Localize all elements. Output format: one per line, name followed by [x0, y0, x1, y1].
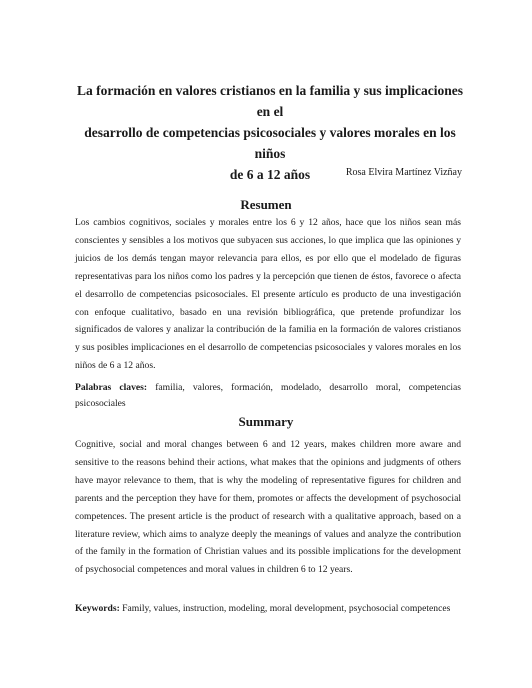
- keywords-label: Keywords:: [75, 603, 120, 614]
- summary-line: of psychosocial competences and moral values in children 6 to 12 years.: [75, 564, 353, 576]
- summary-line: literature review, which aims to analyze deeply the meanings of values and analyze the contribution: [75, 528, 461, 540]
- summary-line: Cognitive, social and moral changes between 6 and 12 years, makes children more aware and: [75, 439, 461, 450]
- summary-line: parents and the perception they have for them, promotes or affects the development of psychosocial: [75, 492, 461, 504]
- summary-heading: Summary: [238, 414, 294, 429]
- resumen-line: significados de valores y analizar la contribución de la familia en la formación de valores cristianos: [75, 324, 461, 336]
- resumen-heading: Resumen: [240, 197, 292, 212]
- resumen-line: niños de 6 a 12 años.: [75, 360, 156, 372]
- author-name: Rosa Elvira Martínez Vizñay: [345, 167, 462, 178]
- keywords-text: Family, values, instruction, modeling, moral development, psychosocial competences: [119, 603, 451, 614]
- resumen-paragraph: [75, 214, 461, 375]
- palabras-claves-line-2: psicosociales: [75, 398, 126, 409]
- resumen-line: representativas para los niños como los padres y la percepción que tienen de éstos, favorece o afecta: [75, 270, 461, 282]
- title-line-3: de 6 a 12 años: [229, 167, 311, 182]
- palabras-claves-text: familia, valores, formación, modelado, desarrollo moral, competencias: [147, 382, 461, 393]
- resumen-line: y sus posibles implicaciones en el desarrollo de competencias psicosociales y valores morales en los: [75, 342, 461, 354]
- resumen-line: con enfoque cualitativo, basado en una revisión bibliográfica, que pretende profundizar los: [75, 306, 461, 318]
- palabras-claves: [75, 380, 461, 412]
- summary-line: of the family in the formation of Christian values and its possible implications for the development: [75, 546, 461, 558]
- summary-paragraph: [75, 436, 461, 579]
- palabras-claves-label: Palabras claves:: [75, 382, 148, 393]
- summary-line: sensitive to the reasons behind their actions, what makes that the opinions and judgments of others: [75, 456, 461, 468]
- resumen-line: conscientes y sensibles a los motivos que subyacen sus acciones, lo que implica que las opiniones y: [75, 234, 461, 246]
- resumen-line: el desarrollo de competencias psicosociales. El presente artículo es producto de una investigación: [75, 288, 461, 300]
- palabras-claves-line-1: [75, 380, 461, 396]
- resumen-line: Los cambios cognitivos, sociales y morales entre los 6 y 12 años, hace que los niños sean más: [75, 217, 461, 228]
- title-line-2: desarrollo de competencias psicosociales y valores morales en los niños: [84, 125, 456, 161]
- resumen-line: juicios de los demás tengan mayor relevancia para ellos, es por ello que el modelado de figuras: [75, 252, 461, 264]
- summary-line: have mayor relevance to them, that is why the modeling of representative figures for children and: [75, 474, 461, 486]
- title-line-1: La formación en valores cristianos en la familia y sus implicaciones en el: [77, 83, 463, 119]
- keywords-line: [75, 600, 461, 618]
- summary-line: competences. The present article is the product of research with a qualitative approach, based on a: [75, 510, 461, 522]
- keywords: [75, 600, 461, 618]
